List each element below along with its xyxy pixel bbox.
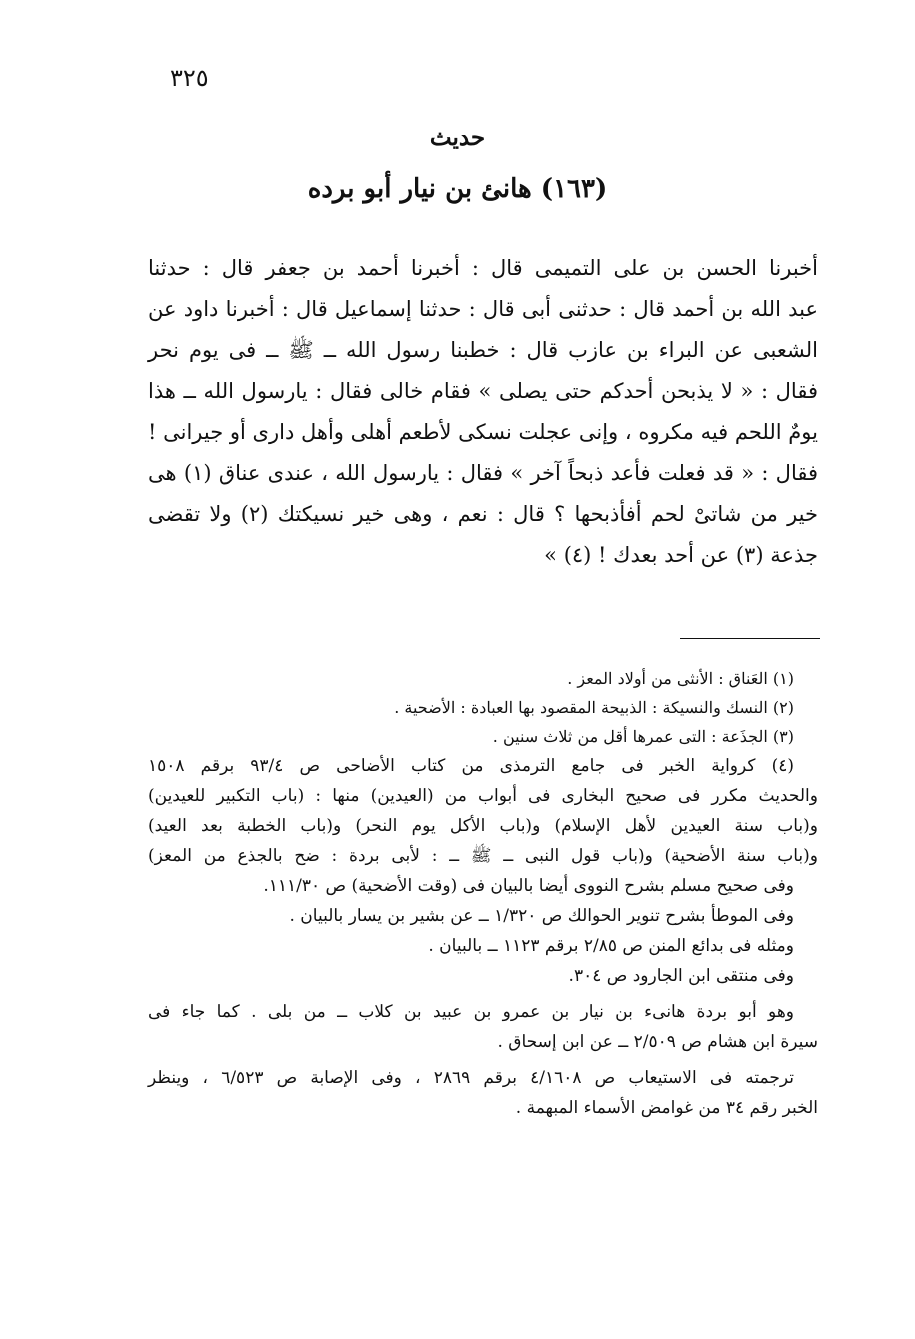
body-line: أخبرنا الحسن بن على التميمى قال : أخبرنا أحمد بن جعفر قال : حدثنا (148, 256, 818, 280)
reference-line: وفى صحيح مسلم بشرح النووى أيضا بالبيان فى (وقت الأضحية) ص ١١١/٣٠. (263, 876, 794, 896)
page-number: ٣٢٥ (170, 64, 209, 92)
footnote-4-line: و(باب سنة الأضحية) و(باب قول النبى ــ ﷺ ــ : لأبى بردة : ضح بالجذع من المعز) (148, 846, 818, 866)
hadith-text (148, 248, 818, 576)
reference-line: ومثله فى بدائع المنن ص ٢/٨٥ برقم ١١٢٣ ــ بالبيان . (428, 936, 794, 956)
footnote-4-line: (٤) كرواية الخبر فى جامع الترمذى من كتاب الأضاحى ص ٩٣/٤ برقم ١٥٠٨ (148, 756, 795, 776)
translation-line: ترجمته فى الاستيعاب ص ٤/١٦٠٨ برقم ٢٨٦٩ ، وفى الإصابة ص ٦/٥٢٣ ، وينظر (148, 1068, 794, 1088)
body-line: عبد الله بن أحمد قال : حدثنى أبى قال : حدثنا إسماعيل قال : أخبرنا داود عن (148, 297, 818, 321)
footnote: (٢) النسك والنسيكة : الذبيحة المقصود بها العبادة : الأضحية . (394, 698, 794, 717)
section-heading: حديث (429, 124, 486, 151)
body-line: الشعبى عن البراء بن عازب قال : خطبنا رسول الله ــ ﷺ ــ فى يوم نحر (148, 338, 818, 362)
body-line: فقال : « قد فعلت فأعد ذبحاً آخر » فقال : يارسول الله ، عندى عناق (١) هى (148, 461, 818, 485)
biography-line: وهو أبو بردة هانىء بن نيار بن عمرو بن عبيد بن كلاب ــ من بلى . كما جاء فى (148, 1002, 794, 1022)
reference-line: وفى الموطأ بشرح تنوير الحوالك ص ١/٣٢٠ ــ عن بشير بن يسار بالبيان . (289, 906, 794, 926)
footnote: (١) العَناق : الأنثى من أولاد المعز . (567, 669, 794, 688)
footnote: (٣) الجذَعة : التى عمرها أقل من ثلاث سنين . (492, 727, 794, 746)
footnote-divider (680, 638, 820, 639)
reference-line: وفى منتقى ابن الجارود ص ٣٠٤. (568, 966, 794, 986)
body-line: فقال : « لا يذبحن أحدكم حتى يصلى » فقام خالى فقال : يارسول الله ــ هذا (148, 379, 818, 403)
biography-line: سيرة ابن هشام ص ٢/٥٠٩ ــ عن ابن إسحاق . (497, 1032, 818, 1052)
body-line: جذعة (٣) عن أحد بعدك ! (٤) » (544, 543, 818, 567)
footnotes (148, 664, 818, 1123)
hadith-title: (١٦٣) هانئ بن نيار أبو برده (307, 174, 608, 204)
footnote-4-line: والحديث مكرر فى صحيح البخارى فى أبواب من (العيدين) منها : (باب التكبير للعيدين) (148, 786, 818, 806)
footnote-4-line: و(باب سنة العيدين لأهل الإسلام) و(باب الأكل يوم النحر) و(باب الخطبة بعد العيد) (148, 816, 818, 836)
translation-line: الخبر رقم ٣٤ من غوامض الأسماء المبهمة . (515, 1098, 818, 1118)
body-line: يومٌ اللحم فيه مكروه ، وإنى عجلت نسكى لأطعم أهلى وأهل دارى أو جيرانى ! (148, 420, 818, 444)
body-line: خير من شاتىْ لحم أفأذبحها ؟ قال : نعم ، وهى خير نسيكتك (٢) ولا تقضى (148, 502, 819, 526)
